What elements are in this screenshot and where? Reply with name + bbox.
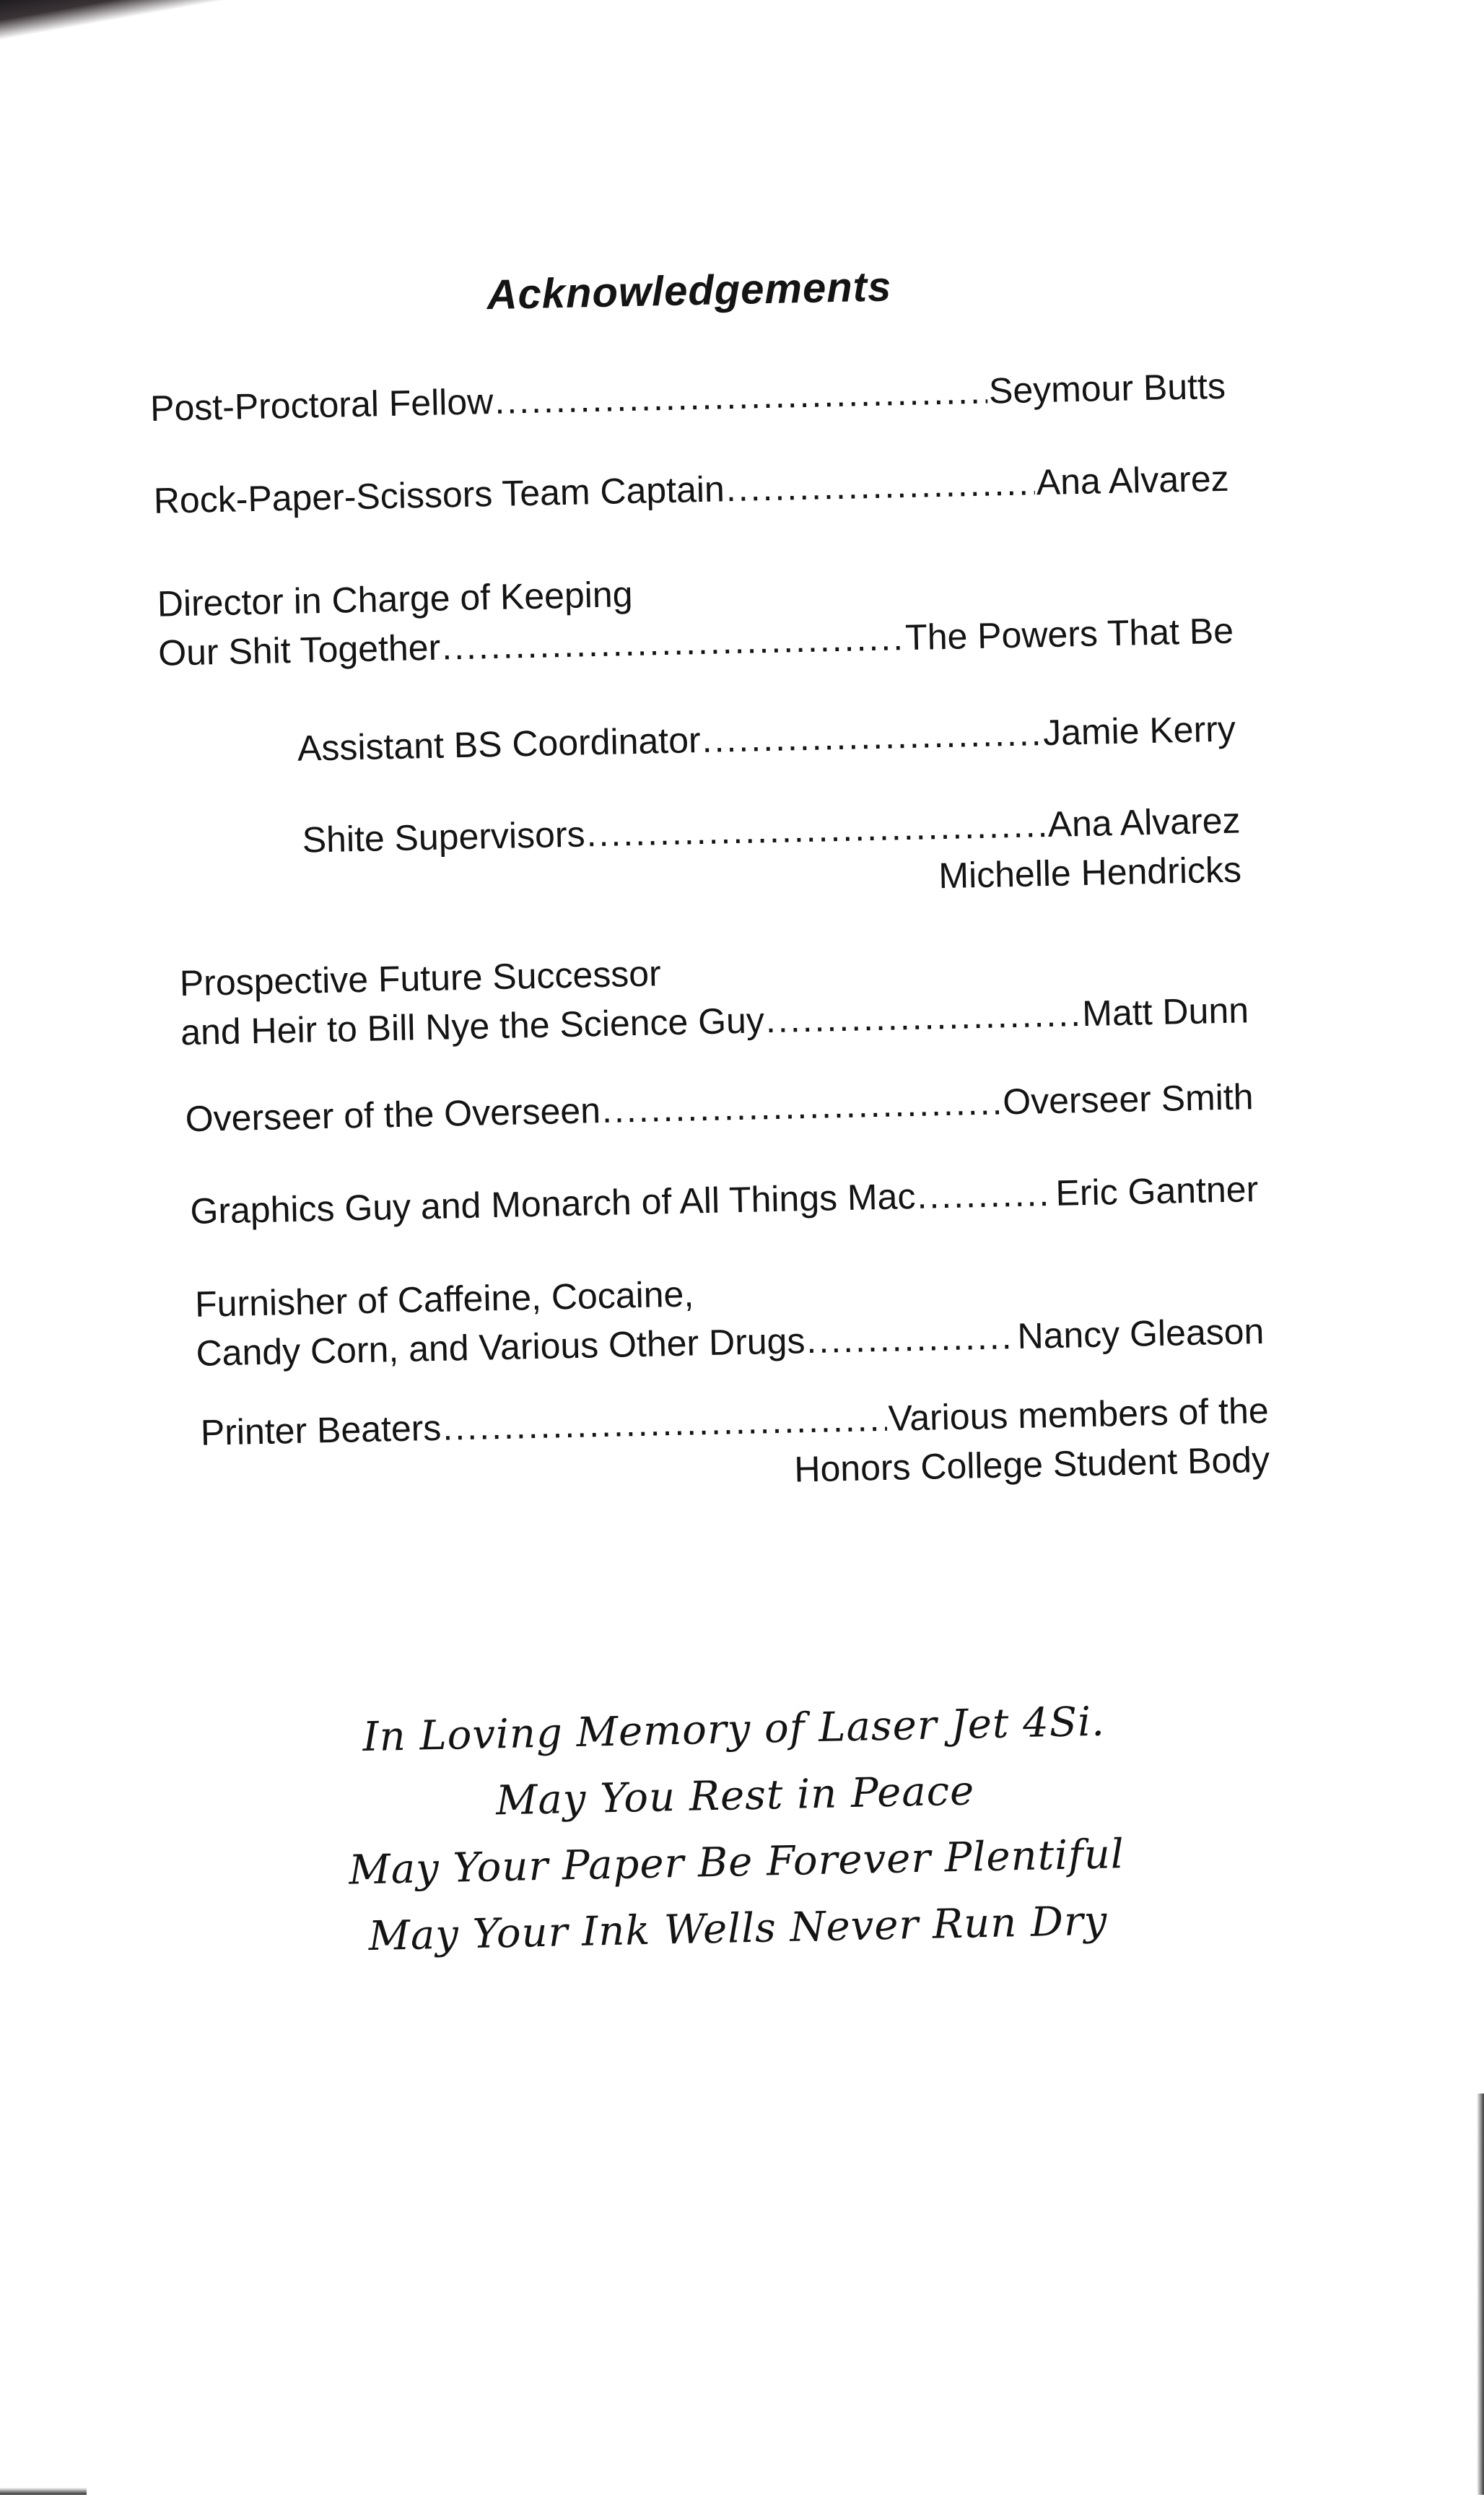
credit-role: Assistant BS Coordinator — [297, 720, 702, 769]
credit-name: Matt Dunn — [1081, 990, 1249, 1034]
credit-name: Honors College Student Body — [793, 1439, 1270, 1490]
dot-leader — [765, 989, 1081, 1045]
credit-role: Our Shit Together — [157, 627, 441, 674]
credit-name: Eric Gantner — [1055, 1169, 1259, 1213]
credit-entry — [179, 936, 1249, 1057]
credit-name: Overseer Smith — [1002, 1076, 1254, 1123]
credit-entry — [297, 705, 1236, 773]
credit-role: Graphics Guy and Monarch of All Things Mac — [189, 1175, 916, 1232]
memorial-line: May Your Ink Wells Never Run Dry — [367, 1897, 1108, 1961]
dot-leader — [441, 613, 904, 671]
credit-name: Jamie Kerry — [1042, 708, 1236, 754]
dot-leader — [601, 1077, 1002, 1135]
dot-leader — [917, 1169, 1055, 1221]
dot-leader — [702, 708, 1042, 764]
credit-name: Ana Alvarez — [1036, 458, 1230, 503]
memorial-dedication — [300, 1688, 1171, 1971]
dot-leader — [806, 1312, 1017, 1365]
credit-role: Furnisher of Caffeine, Cocaine, — [194, 1273, 694, 1325]
credit-role: Rock-Paper-Scissors Team Captain — [153, 469, 725, 521]
credit-role: Director in Charge of Keeping — [157, 574, 633, 624]
credit-name: The Powers That Be — [904, 610, 1234, 658]
credit-entry — [157, 557, 1234, 678]
memorial-line: May Your Paper Be Forever Plentiful — [348, 1831, 1125, 1894]
dot-leader — [494, 367, 988, 426]
credit-role: Shite Supervisors — [302, 814, 586, 860]
credit-role: Printer Beaters — [200, 1407, 442, 1453]
credit-entry — [190, 1164, 1259, 1236]
credit-role: Overseer of the Overseen — [185, 1090, 601, 1140]
memorial-line: May You Rest in Peace — [495, 1767, 975, 1825]
credit-entry — [153, 454, 1229, 526]
memorial-line: In Loving Memory of Laser Jet 4Si. — [362, 1698, 1106, 1761]
dot-leader — [725, 458, 1035, 513]
credit-name: Nancy Gleason — [1016, 1310, 1265, 1357]
page-title: Acknowledgements — [486, 263, 892, 319]
credit-name: Michelle Hendricks — [938, 849, 1242, 897]
credit-name: Ana Alvarez — [1047, 800, 1241, 845]
credit-role: Post-Proctoral Fellow — [149, 380, 494, 429]
credit-entry — [185, 1072, 1254, 1143]
credit-entry — [149, 362, 1226, 433]
credit-role: Candy Corn, and Various Other Drugs — [196, 1320, 806, 1374]
credit-entry — [194, 1258, 1265, 1378]
credit-role: Prospective Future Successor — [179, 953, 662, 1004]
credit-entry — [302, 796, 1242, 913]
credit-name: Seymour Butts — [988, 365, 1226, 411]
credit-role: and Heir to Bill Nye the Science Guy — [180, 1000, 765, 1053]
credit-name: Various members of the — [888, 1390, 1270, 1439]
dot-leader — [442, 1394, 888, 1452]
credit-entry — [200, 1386, 1270, 1507]
